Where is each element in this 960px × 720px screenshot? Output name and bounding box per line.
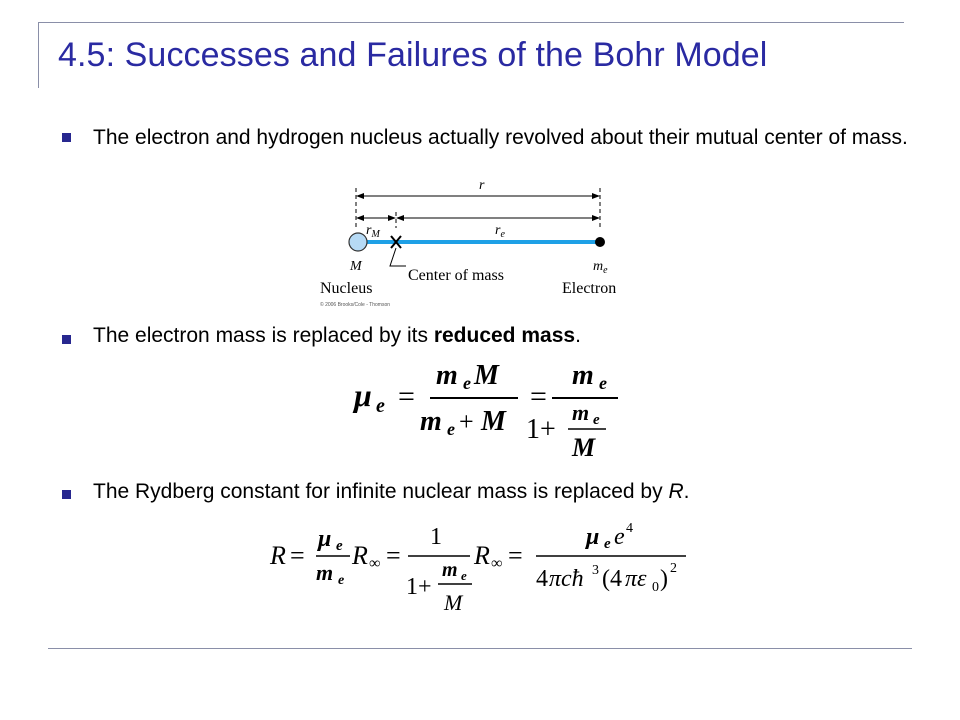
svg-text:R: R (474, 541, 490, 570)
arrow-head (356, 193, 364, 199)
svg-text:m: m (316, 560, 334, 585)
svg-text:e: e (614, 524, 625, 550)
svg-text:M: M (572, 433, 596, 462)
arrow-head (592, 193, 600, 199)
svg-text:R: R (270, 541, 286, 570)
reduced-mass-equation (346, 356, 626, 466)
bullet-text-center-of-mass: The electron and hydrogen nucleus actually revolved about their mutual center of mass. (93, 126, 908, 149)
svg-text:m: m (442, 559, 458, 581)
rydberg-constant-equation (268, 518, 698, 628)
svg-text:=: = (290, 541, 305, 570)
svg-text:2: 2 (670, 561, 677, 576)
svg-text:πε: πε (625, 566, 647, 592)
bullet-text-rydberg: The Rydberg constant for infinite nuclear mass is replaced by R. (93, 480, 690, 503)
svg-text:1: 1 (430, 524, 442, 550)
svg-text:m: m (420, 406, 442, 437)
svg-text:∞: ∞ (369, 555, 381, 572)
svg-text:1+: 1+ (526, 414, 556, 445)
slide-title: 4.5: Successes and Failures of the Bohr Model (58, 36, 768, 74)
bullet-marker (62, 335, 71, 344)
arrow-head (356, 215, 364, 221)
svg-text:μ: μ (318, 526, 332, 552)
svg-text:e: e (461, 568, 467, 583)
svg-text:πcħ: πcħ (549, 566, 584, 592)
label-r: r (479, 178, 485, 193)
svg-text:3: 3 (592, 563, 599, 578)
svg-text:m: m (436, 360, 458, 391)
bullet-marker (62, 490, 71, 499)
svg-text:=: = (508, 541, 523, 570)
nucleus-circle (349, 233, 367, 251)
label-me: $m_e$ (593, 259, 608, 276)
arrow-head (388, 215, 396, 221)
copyright-note: © 2006 Brooks/Cole - Thomson (320, 302, 391, 308)
svg-text:4: 4 (536, 566, 548, 592)
svg-text:0: 0 (652, 580, 659, 595)
svg-text:μ: μ (586, 524, 600, 550)
svg-text:e: e (604, 536, 611, 552)
frame-bottom-line (48, 648, 912, 649)
label-M: M (350, 259, 362, 274)
svg-text:M: M (481, 406, 506, 437)
label-electron: Electron (562, 280, 617, 297)
svg-text:∞: ∞ (491, 555, 503, 572)
electron-dot (595, 237, 605, 247)
svg-text:(4: (4 (602, 566, 622, 592)
svg-text:e: e (593, 412, 600, 428)
frame-left-line (38, 22, 39, 88)
bullet-text-reduced-mass: The electron mass is replaced by its reduced mass. (93, 324, 581, 347)
svg-text:+: + (459, 407, 474, 436)
svg-text:m: m (572, 360, 594, 391)
svg-text:=: = (386, 541, 401, 570)
svg-text:e: e (599, 373, 607, 393)
label-center-of-mass: Center of mass (408, 267, 504, 284)
center-of-mass-diagram (310, 170, 650, 310)
svg-text:M: M (474, 360, 499, 391)
label-nucleus: Nucleus (320, 280, 373, 297)
arrow-head (592, 215, 600, 221)
svg-text:e: e (463, 373, 471, 393)
label-rM: $r_M$ (366, 223, 380, 240)
label-re: $r_e$ (495, 223, 505, 240)
arrow-head (396, 215, 404, 221)
svg-text:): ) (660, 566, 668, 592)
svg-text:M: M (444, 590, 463, 615)
svg-text:R: R (352, 541, 368, 570)
frame-top-line (38, 22, 904, 23)
svg-text:4: 4 (626, 521, 633, 536)
svg-text:μ: μ (354, 377, 372, 413)
svg-text:m: m (572, 400, 590, 425)
svg-text:e: e (336, 538, 343, 554)
svg-text:e: e (447, 419, 455, 439)
svg-text:1+: 1+ (406, 574, 432, 600)
svg-text:e: e (376, 395, 385, 417)
svg-text:e: e (338, 573, 345, 588)
bullet-marker (62, 133, 71, 142)
center-of-mass-pointer (390, 248, 406, 266)
svg-text:=: = (530, 380, 547, 413)
svg-text:=: = (398, 380, 415, 413)
